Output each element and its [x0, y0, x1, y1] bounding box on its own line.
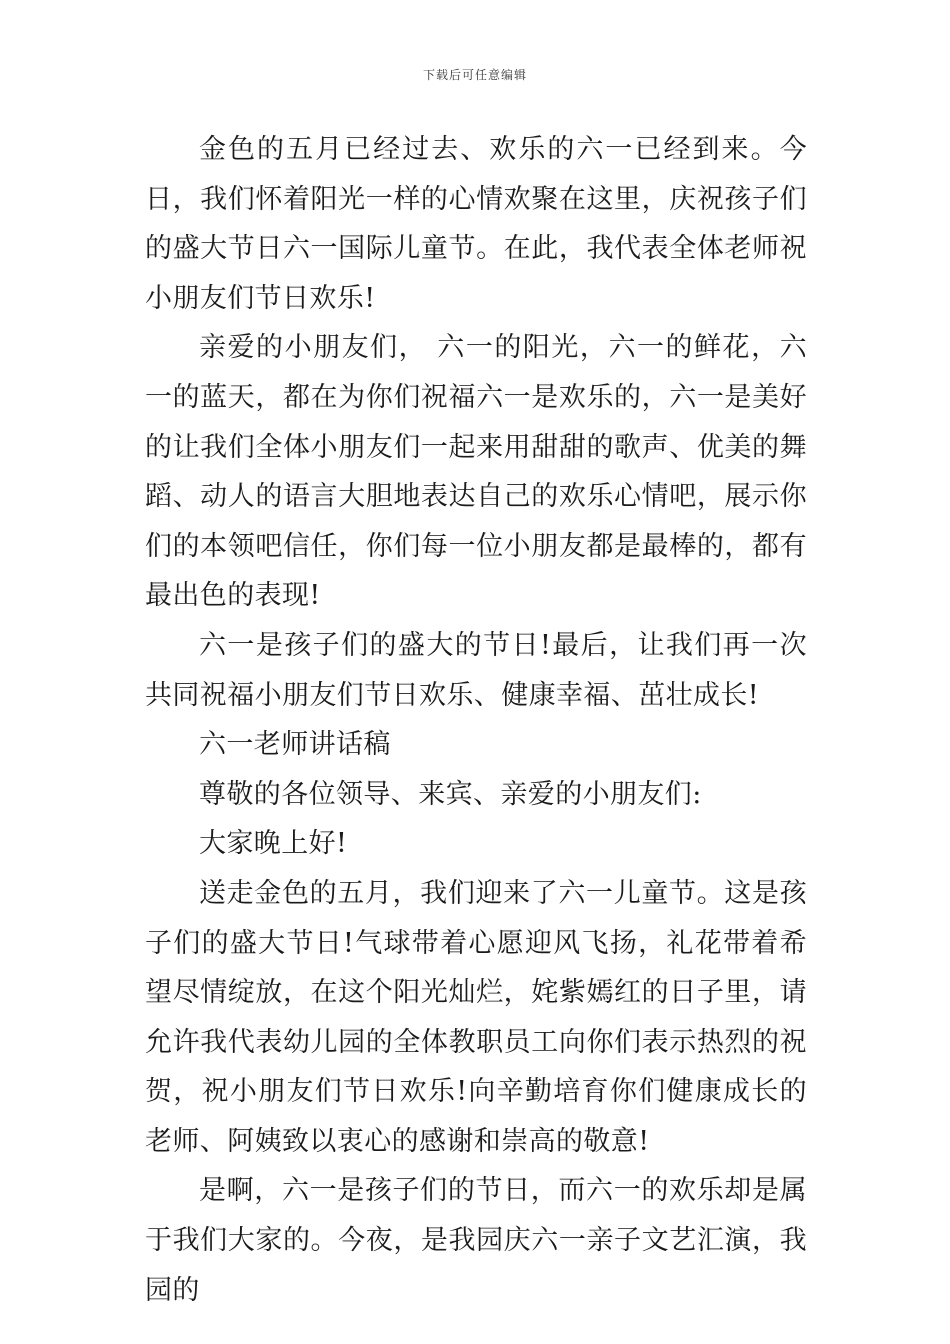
paragraph-greeting-children: 亲爱的小朋友们， 六一的阳光，六一的鲜花，六一的蓝天，都在为你们祝福六一是欢乐的，六一是美好的让我们全体小朋友们一起来用甜甜的歌声、优美的舞蹈、动人的语言大胆地表达自己的欢乐心情吧，展示你们的本领吧信任，你们每一位小朋友都是最棒的，都有最出色的表现! — [145, 332, 807, 612]
document-body — [145, 125, 807, 1315]
section-title: 六一老师讲话稿 — [199, 729, 391, 761]
paragraph-salutation: 尊敬的各位领导、来宾、亲爱的小朋友们: — [199, 778, 702, 810]
paragraph-good-evening: 大家晚上好! — [199, 828, 348, 860]
paragraph-closing-wishes: 六一是孩子们的盛大的节日!最后，让我们再一次共同祝福小朋友们节日欢乐、健康幸福、茁壮成长! — [145, 629, 807, 711]
page-header: 下载后可任意编辑 — [422, 68, 527, 82]
paragraph-performance: 是啊，六一是孩子们的节日，而六一的欢乐却是属于我们大家的。今夜，是我园庆六一亲子文艺汇演，我园的 — [145, 1175, 807, 1306]
paragraph-celebration: 送走金色的五月，我们迎来了六一儿童节。这是孩子们的盛大节日!气球带着心愿迎风飞扬，礼花带着希望尽情绽放，在这个阳光灿烂，姹紫嫣红的日子里，请允许我代表幼儿园的全体教职员工向你们表示热烈的祝贺，祝小朋友们节日欢乐!向辛勤培育你们健康成长的老师、阿姨致以衷心的感谢和崇高的敬意! — [145, 877, 807, 1157]
paragraph-opening: 金色的五月已经过去、欢乐的六一已经到来。今日，我们怀着阳光一样的心情欢聚在这里，庆祝孩子们的盛大节日六一国际儿童节。在此，我代表全体老师祝小朋友们节日欢乐! — [145, 134, 807, 314]
